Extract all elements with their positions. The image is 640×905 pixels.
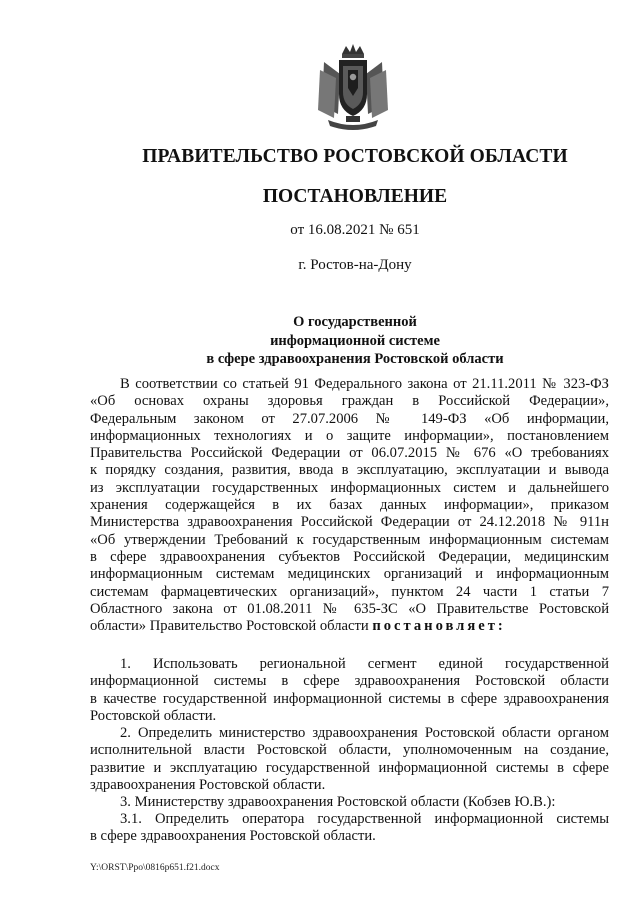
- item-1-paragraph: [90, 656, 609, 725]
- item-line: в качестве государственной информационной системы в сфере здравоохранения: [90, 690, 609, 707]
- preamble-line: области» Правительство Ростовской области: [90, 618, 369, 635]
- file-path-footer: Y:\ORST\Ppo\0816p651.f21.docx: [90, 863, 220, 873]
- item-3-paragraph: [90, 794, 609, 811]
- heading-line: в сфере здравоохранения Ростовской области: [206, 351, 504, 367]
- preamble-line: Министерства здравоохранения Российской Федерации от 24.12.2018 № 911н: [90, 514, 609, 531]
- preamble-last-line: [90, 618, 609, 635]
- preamble-line: информационных технологиях и о защите информации», постановлением: [90, 427, 609, 444]
- document-city: г. Ростов-на-Дону: [298, 257, 412, 273]
- item-line: развитие и эксплуатацию государственной информационной системы в сфере: [90, 759, 609, 776]
- government-title: ПРАВИТЕЛЬСТВО РОСТОВСКОЙ ОБЛАСТИ: [142, 146, 568, 167]
- preamble-line: Областного закона от 01.08.2011 № 635-ЗС «О Правительстве Ростовской: [90, 600, 609, 617]
- item-line: Ростовской области.: [90, 707, 217, 724]
- item-line: информационной системы в сфере здравоохранения Ростовской области: [90, 673, 609, 690]
- heading-line: О государственной: [293, 314, 417, 330]
- document-date-number: от 16.08.2021 № 651: [290, 222, 420, 238]
- preamble-line: к порядку создания, развития, ввода в эксплуатацию, эксплуатации и вывода: [90, 462, 609, 479]
- preamble-paragraph: [90, 376, 609, 635]
- item-line: 3. Министерству здравоохранения Ростовской области (Кобзев Ю.В.):: [120, 794, 556, 810]
- item-line: 3.1. Определить оператора государственной информационной системы: [120, 811, 609, 827]
- decree-heading: [0, 313, 640, 369]
- preamble-line: «Об утверждении Требований к государственным информационным системам: [90, 531, 609, 548]
- item-line: 1. Использовать региональной сегмент единой государственной: [120, 656, 609, 672]
- preamble-line: системам фармацевтических организаций», пунктом 24 части 1 статьи 7: [90, 583, 609, 600]
- preamble-line: «Об основах охраны здоровья граждан в Российской Федерации»,: [90, 393, 609, 410]
- preamble-line: из эксплуатации государственных информационных систем и дальнейшего: [90, 479, 609, 496]
- preamble-line: хранения содержащейся в их базах данных информации», приказом: [90, 497, 609, 514]
- item-line: исполнительной власти Ростовской области, уполномоченным на создание,: [90, 742, 609, 759]
- preamble-line: Федеральным законом от 27.07.2006 № 149-ФЗ «Об информации,: [90, 410, 609, 427]
- item-3-1-paragraph: [90, 811, 609, 846]
- item-line: в сфере здравоохранения Ростовской области.: [90, 828, 376, 845]
- item-line: здравоохранения Ростовской области.: [90, 776, 326, 793]
- preamble-line: в сфере здравоохранения субъектов Российской Федерации, медицинским: [90, 548, 609, 565]
- coat-of-arms-icon: [318, 44, 388, 130]
- preamble-line: информационным системам медицинских организаций и информационным: [90, 566, 609, 583]
- document-type: ПОСТАНОВЛЕНИЕ: [262, 186, 448, 207]
- item-2-paragraph: [90, 725, 609, 794]
- item-line: 2. Определить министерство здравоохранения Ростовской области органом: [120, 725, 609, 741]
- preamble-line: Правительства Российской Федерации от 06.07.2015 № 676 «О требованиях: [90, 445, 609, 462]
- preamble-line: В соответствии со статьей 91 Федерального закона от 21.11.2011 № 323-ФЗ: [120, 376, 609, 392]
- decree-word: постановляет:: [372, 618, 506, 635]
- heading-line: информационной системе: [270, 332, 440, 349]
